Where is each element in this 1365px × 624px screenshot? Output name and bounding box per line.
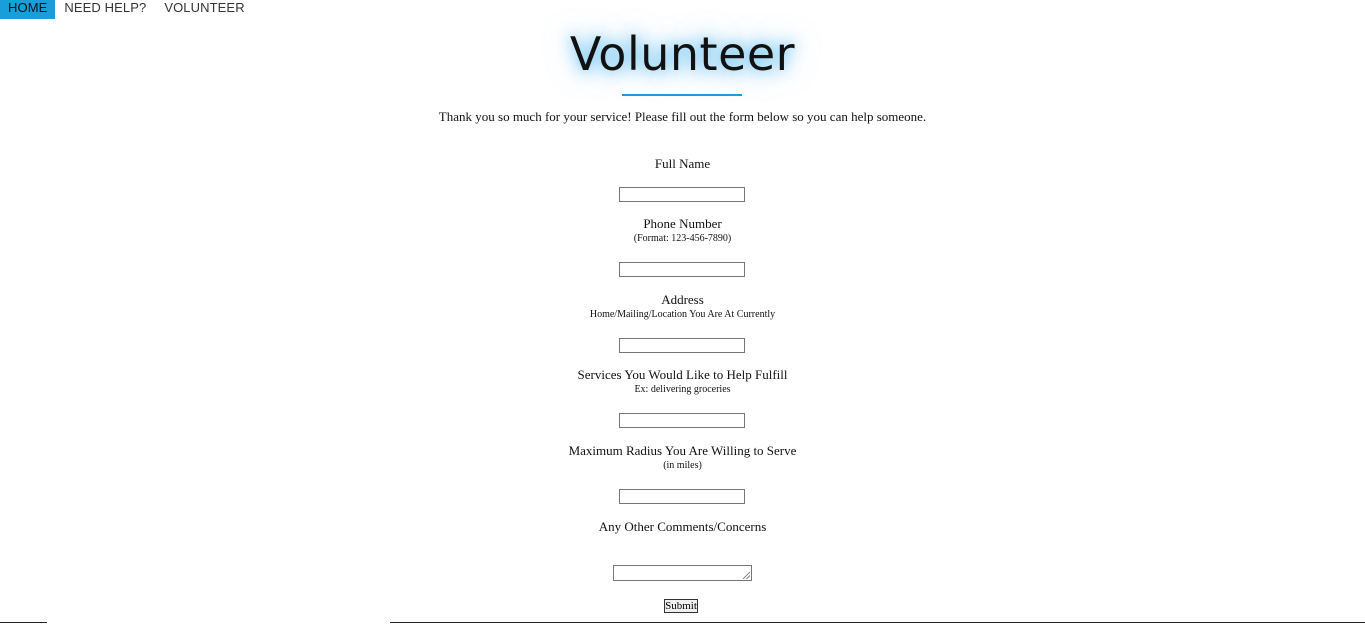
phone-label: Phone Number bbox=[643, 216, 722, 231]
services-input[interactable] bbox=[619, 413, 745, 428]
nav-need-help[interactable]: NEED HELP? bbox=[64, 0, 147, 15]
resize-grip-icon[interactable] bbox=[743, 572, 750, 579]
services-label: Services You Would Like to Help Fulfill bbox=[577, 367, 788, 382]
radius-field-label bbox=[0, 443, 1365, 472]
address-field-label bbox=[0, 292, 1365, 321]
page-title: Volunteer bbox=[569, 27, 796, 81]
submit-button[interactable]: Submit bbox=[665, 600, 697, 612]
phone-hint: (Format: 123-456-7890) bbox=[633, 233, 732, 244]
comments-field-label bbox=[0, 519, 1365, 535]
bottom-divider bbox=[390, 622, 1365, 623]
title-underline bbox=[622, 94, 742, 96]
phone-input[interactable] bbox=[619, 262, 745, 277]
full-name-input[interactable] bbox=[619, 187, 745, 202]
phone-field-label bbox=[0, 216, 1365, 245]
bottom-divider-left bbox=[0, 622, 47, 623]
services-hint: Ex: delivering groceries bbox=[634, 384, 731, 395]
comments-textarea[interactable] bbox=[613, 565, 752, 581]
top-nav bbox=[0, 0, 254, 19]
radius-label: Maximum Radius You Are Willing to Serve bbox=[568, 443, 797, 458]
radius-input[interactable] bbox=[619, 489, 745, 504]
comments-label: Any Other Comments/Concerns bbox=[598, 519, 767, 534]
address-label: Address bbox=[661, 292, 704, 307]
intro-text: Thank you so much for your service! Please fill out the form below so you can help someone. bbox=[438, 109, 927, 124]
nav-volunteer[interactable]: VOLUNTEER bbox=[164, 0, 245, 15]
address-hint: Home/Mailing/Location You Are At Currently bbox=[589, 309, 776, 320]
radius-hint: (in miles) bbox=[663, 460, 702, 471]
address-input[interactable] bbox=[619, 338, 745, 353]
page-header bbox=[0, 24, 1365, 84]
full-name-field-label bbox=[0, 156, 1365, 172]
nav-home[interactable]: HOME bbox=[0, 0, 55, 19]
full-name-label: Full Name bbox=[654, 156, 711, 171]
services-field-label bbox=[0, 367, 1365, 396]
